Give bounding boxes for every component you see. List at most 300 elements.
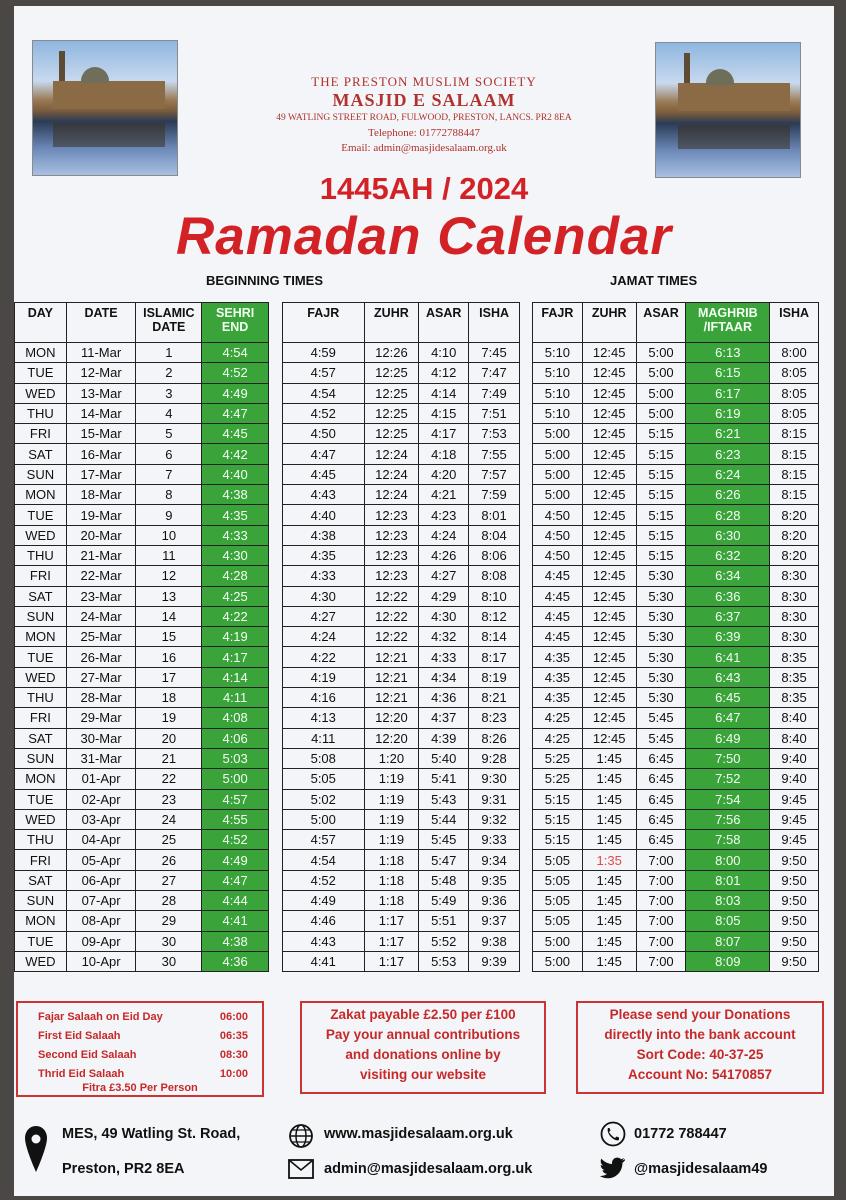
cell-date: 15-Mar (66, 424, 136, 444)
table-row (533, 708, 819, 728)
cell-fajr-begin: 4:11 (283, 728, 365, 748)
cell-islamic-date: 11 (136, 545, 202, 565)
cell-isha-jamat: 8:35 (770, 688, 819, 708)
column-header-zuhr: ZUHR (582, 303, 636, 343)
cell-asar-begin: 4:32 (419, 627, 469, 647)
cell-maghrib-iftaar: 6:45 (686, 688, 770, 708)
cell-islamic-date: 4 (136, 403, 202, 423)
cell-asar-jamat: 5:15 (636, 545, 686, 565)
cell-day: WED (15, 951, 67, 971)
cell-isha-jamat: 9:50 (770, 891, 819, 911)
footer-website-link[interactable]: www.masjidesalaam.org.uk (324, 1126, 513, 1142)
cell-zuhr-begin: 1:19 (364, 789, 419, 809)
table-row (533, 403, 819, 423)
title-year: 1445AH / 2024 (319, 171, 529, 206)
table-row (15, 688, 269, 708)
cell-maghrib-iftaar: 8:00 (686, 850, 770, 870)
cell-asar-jamat: 5:30 (636, 688, 686, 708)
table-row (15, 525, 269, 545)
cell-zuhr-jamat: 1:45 (582, 769, 636, 789)
cell-sehri-end: 4:41 (202, 911, 269, 931)
cell-zuhr-begin: 1:20 (364, 748, 419, 768)
cell-day: FRI (15, 708, 67, 728)
cell-sehri-end: 4:08 (202, 708, 269, 728)
cell-zuhr-begin: 1:17 (364, 951, 419, 971)
table-row (533, 911, 819, 931)
cell-date: 01-Apr (66, 769, 136, 789)
cell-isha-jamat: 9:50 (770, 951, 819, 971)
cell-zuhr-begin: 12:22 (364, 586, 419, 606)
cell-asar-jamat: 6:45 (636, 748, 686, 768)
column-header-day: DAY (15, 303, 67, 343)
cell-fajr-begin: 4:47 (283, 444, 365, 464)
cell-isha-begin: 9:35 (469, 870, 520, 890)
cell-asar-begin: 4:17 (419, 424, 469, 444)
cell-isha-begin: 9:38 (469, 931, 520, 951)
cell-zuhr-jamat: 12:45 (582, 606, 636, 626)
cell-isha-jamat: 9:50 (770, 870, 819, 890)
table-row (15, 586, 269, 606)
cell-zuhr-begin: 1:18 (364, 891, 419, 911)
cell-zuhr-jamat: 12:45 (582, 464, 636, 484)
cell-day: THU (15, 830, 67, 850)
cell-sehri-end: 4:33 (202, 525, 269, 545)
cell-asar-begin: 4:37 (419, 708, 469, 728)
cell-asar-begin: 4:23 (419, 505, 469, 525)
cell-fajr-begin: 4:19 (283, 667, 365, 687)
cell-zuhr-begin: 12:25 (364, 363, 419, 383)
table-row (15, 464, 269, 484)
table-row (533, 485, 819, 505)
cell-zuhr-jamat: 12:45 (582, 647, 636, 667)
cell-sehri-end: 4:49 (202, 383, 269, 403)
cell-maghrib-iftaar: 6:26 (686, 485, 770, 505)
cell-day: TUE (15, 789, 67, 809)
cell-date: 09-Apr (66, 931, 136, 951)
table-row (283, 545, 520, 565)
cell-asar-begin: 4:15 (419, 403, 469, 423)
table-row (15, 545, 269, 565)
cell-day: SAT (15, 586, 67, 606)
cell-asar-jamat: 5:15 (636, 444, 686, 464)
cell-sehri-end: 4:19 (202, 627, 269, 647)
cell-zuhr-jamat: 1:45 (582, 891, 636, 911)
cell-date: 07-Apr (66, 891, 136, 911)
cell-maghrib-iftaar: 6:41 (686, 647, 770, 667)
cell-maghrib-iftaar: 6:43 (686, 667, 770, 687)
cell-asar-jamat: 5:30 (636, 627, 686, 647)
table-row (283, 769, 520, 789)
cell-asar-begin: 5:40 (419, 748, 469, 768)
cell-zuhr-jamat: 12:45 (582, 444, 636, 464)
cell-date: 31-Mar (66, 748, 136, 768)
cell-maghrib-iftaar: 6:47 (686, 708, 770, 728)
cell-islamic-date: 18 (136, 688, 202, 708)
cell-zuhr-begin: 1:19 (364, 769, 419, 789)
cell-date: 02-Apr (66, 789, 136, 809)
cell-fajr-jamat: 5:25 (533, 769, 583, 789)
cell-asar-begin: 4:12 (419, 363, 469, 383)
cell-islamic-date: 30 (136, 951, 202, 971)
cell-islamic-date: 3 (136, 383, 202, 403)
cell-date: 04-Apr (66, 830, 136, 850)
cell-asar-jamat: 5:30 (636, 566, 686, 586)
cell-isha-begin: 8:01 (469, 505, 520, 525)
table-row (15, 383, 269, 403)
cell-date: 28-Mar (66, 688, 136, 708)
table-row (15, 485, 269, 505)
cell-zuhr-jamat: 12:45 (582, 363, 636, 383)
cell-isha-jamat: 8:30 (770, 586, 819, 606)
cell-asar-jamat: 5:45 (636, 728, 686, 748)
cell-isha-begin: 8:04 (469, 525, 520, 545)
cell-fajr-jamat: 4:45 (533, 566, 583, 586)
cell-zuhr-begin: 12:23 (364, 505, 419, 525)
cell-zuhr-jamat: 1:45 (582, 748, 636, 768)
cell-sehri-end: 4:30 (202, 545, 269, 565)
table-row (15, 424, 269, 444)
cell-fajr-begin: 4:45 (283, 464, 365, 484)
cell-asar-begin: 4:27 (419, 566, 469, 586)
table-row (533, 728, 819, 748)
cell-islamic-date: 8 (136, 485, 202, 505)
page-title: Ramadan Calendar (175, 207, 673, 266)
cell-fajr-begin: 4:54 (283, 850, 365, 870)
cell-zuhr-jamat: 12:45 (582, 383, 636, 403)
eid-time-value: 06:35 (219, 1030, 248, 1042)
cell-asar-begin: 4:14 (419, 383, 469, 403)
cell-isha-jamat: 9:50 (770, 911, 819, 931)
cell-fajr-jamat: 4:45 (533, 627, 583, 647)
cell-asar-jamat: 5:15 (636, 424, 686, 444)
cell-islamic-date: 22 (136, 769, 202, 789)
table-row (15, 444, 269, 464)
cell-fajr-begin: 5:00 (283, 809, 365, 829)
cell-asar-jamat: 6:45 (636, 809, 686, 829)
footer-twitter-handle[interactable]: @masjidesalaam49 (634, 1161, 768, 1177)
cell-isha-jamat: 9:50 (770, 931, 819, 951)
cell-islamic-date: 16 (136, 647, 202, 667)
beginning-times-label: BEGINNING TIMES (206, 273, 324, 288)
cell-isha-begin: 8:06 (469, 545, 520, 565)
cell-islamic-date: 13 (136, 586, 202, 606)
zakat-line-2: Pay your annual contributions (325, 1027, 521, 1042)
cell-isha-begin: 7:49 (469, 383, 520, 403)
cell-fajr-jamat: 4:35 (533, 688, 583, 708)
cell-day: FRI (15, 850, 67, 870)
footer-email-link[interactable]: admin@masjidesalaam.org.uk (324, 1161, 533, 1177)
cell-zuhr-jamat: 12:45 (582, 566, 636, 586)
cell-fajr-begin: 4:57 (283, 363, 365, 383)
cell-fajr-jamat: 5:00 (533, 485, 583, 505)
cell-day: SAT (15, 870, 67, 890)
phone-icon (600, 1121, 626, 1147)
cell-maghrib-iftaar: 6:30 (686, 525, 770, 545)
cell-zuhr-begin: 12:20 (364, 728, 419, 748)
cell-sehri-end: 4:17 (202, 647, 269, 667)
cell-date: 03-Apr (66, 809, 136, 829)
cell-islamic-date: 14 (136, 606, 202, 626)
cell-islamic-date: 6 (136, 444, 202, 464)
cell-zuhr-jamat: 1:45 (582, 931, 636, 951)
table-row (283, 363, 520, 383)
cell-isha-jamat: 8:05 (770, 363, 819, 383)
cell-sehri-end: 4:06 (202, 728, 269, 748)
cell-asar-jamat: 5:15 (636, 464, 686, 484)
table-row (533, 850, 819, 870)
cell-zuhr-begin: 12:25 (364, 424, 419, 444)
cell-sehri-end: 5:03 (202, 748, 269, 768)
cell-maghrib-iftaar: 6:34 (686, 566, 770, 586)
cell-fajr-begin: 4:38 (283, 525, 365, 545)
cell-isha-jamat: 8:15 (770, 444, 819, 464)
cell-date: 18-Mar (66, 485, 136, 505)
cell-islamic-date: 29 (136, 911, 202, 931)
table-row (283, 870, 520, 890)
cell-isha-begin: 9:34 (469, 850, 520, 870)
cell-fajr-begin: 4:41 (283, 951, 365, 971)
cell-asar-jamat: 7:00 (636, 870, 686, 890)
cell-fajr-begin: 4:54 (283, 383, 365, 403)
cell-sehri-end: 5:00 (202, 769, 269, 789)
cell-isha-begin: 9:39 (469, 951, 520, 971)
cell-asar-jamat: 6:45 (636, 789, 686, 809)
cell-isha-begin: 7:51 (469, 403, 520, 423)
table-row (283, 667, 520, 687)
cell-asar-jamat: 5:30 (636, 667, 686, 687)
cell-isha-begin: 8:19 (469, 667, 520, 687)
table-row (15, 566, 269, 586)
table-row (533, 505, 819, 525)
donation-line-1: Please send your Donations (609, 1007, 791, 1022)
cell-zuhr-begin: 12:24 (364, 485, 419, 505)
table-row (283, 951, 520, 971)
cell-date: 30-Mar (66, 728, 136, 748)
cell-day: WED (15, 525, 67, 545)
donation-line-2: directly into the bank account (604, 1027, 796, 1042)
masjid-telephone: Telephone: 01772788447 (368, 127, 480, 139)
cell-isha-begin: 7:59 (469, 485, 520, 505)
column-header-date: DATE (66, 303, 136, 343)
cell-zuhr-begin: 12:21 (364, 688, 419, 708)
cell-day: MON (15, 769, 67, 789)
cell-maghrib-iftaar: 6:23 (686, 444, 770, 464)
table-row (533, 464, 819, 484)
cell-day: MON (15, 911, 67, 931)
table-row (283, 708, 520, 728)
cell-zuhr-begin: 12:23 (364, 566, 419, 586)
table-row (283, 485, 520, 505)
cell-isha-begin: 9:32 (469, 809, 520, 829)
sehri-table (14, 302, 269, 972)
cell-maghrib-iftaar: 6:19 (686, 403, 770, 423)
cell-day: SUN (15, 748, 67, 768)
cell-date: 21-Mar (66, 545, 136, 565)
cell-isha-begin: 8:08 (469, 566, 520, 586)
cell-isha-jamat: 8:00 (770, 343, 819, 363)
cell-islamic-date: 25 (136, 830, 202, 850)
cell-day: WED (15, 383, 67, 403)
envelope-icon (288, 1159, 314, 1179)
cell-fajr-begin: 5:05 (283, 769, 365, 789)
table-row (283, 911, 520, 931)
cell-isha-jamat: 8:15 (770, 464, 819, 484)
cell-zuhr-jamat: 1:45 (582, 951, 636, 971)
globe-icon (288, 1123, 314, 1149)
cell-isha-begin: 7:45 (469, 343, 520, 363)
table-row (15, 830, 269, 850)
cell-day: FRI (15, 424, 67, 444)
cell-fajr-begin: 4:46 (283, 911, 365, 931)
cell-asar-begin: 5:51 (419, 911, 469, 931)
cell-islamic-date: 19 (136, 708, 202, 728)
table-row (533, 830, 819, 850)
cell-zuhr-jamat: 12:45 (582, 688, 636, 708)
cell-maghrib-iftaar: 6:24 (686, 464, 770, 484)
cell-sehri-end: 4:25 (202, 586, 269, 606)
cell-islamic-date: 1 (136, 343, 202, 363)
cell-asar-begin: 4:34 (419, 667, 469, 687)
cell-day: TUE (15, 931, 67, 951)
cell-fajr-begin: 4:40 (283, 505, 365, 525)
cell-isha-begin: 8:23 (469, 708, 520, 728)
cell-date: 17-Mar (66, 464, 136, 484)
footer-address-line-2: Preston, PR2 8EA (62, 1161, 185, 1177)
cell-zuhr-begin: 12:26 (364, 343, 419, 363)
cell-date: 05-Apr (66, 850, 136, 870)
column-header-sehri-end: SEHRI END (202, 303, 269, 343)
cell-maghrib-iftaar: 6:39 (686, 627, 770, 647)
cell-date: 08-Apr (66, 911, 136, 931)
cell-fajr-jamat: 5:15 (533, 789, 583, 809)
cell-asar-jamat: 5:15 (636, 485, 686, 505)
cell-zuhr-begin: 12:25 (364, 403, 419, 423)
cell-maghrib-iftaar: 6:36 (686, 586, 770, 606)
cell-asar-jamat: 5:00 (636, 383, 686, 403)
cell-isha-begin: 7:53 (469, 424, 520, 444)
eid-time-row (18, 1008, 262, 1027)
table-row (15, 870, 269, 890)
cell-islamic-date: 21 (136, 748, 202, 768)
cell-islamic-date: 28 (136, 891, 202, 911)
cell-day: SUN (15, 891, 67, 911)
eid-time-label: Thrid Eid Salaah (38, 1068, 125, 1080)
table-row (533, 383, 819, 403)
eid-time-value: 10:00 (219, 1068, 248, 1080)
table-row (533, 769, 819, 789)
cell-sehri-end: 4:40 (202, 464, 269, 484)
cell-asar-jamat: 7:00 (636, 931, 686, 951)
cell-asar-jamat: 7:00 (636, 850, 686, 870)
table-row (533, 424, 819, 444)
table-row (283, 403, 520, 423)
jamat-times-label: JAMAT TIMES (610, 273, 698, 288)
cell-asar-begin: 4:21 (419, 485, 469, 505)
cell-isha-begin: 8:12 (469, 606, 520, 626)
cell-maghrib-iftaar: 6:17 (686, 383, 770, 403)
cell-zuhr-begin: 12:24 (364, 444, 419, 464)
cell-sehri-end: 4:35 (202, 505, 269, 525)
footer-address-line-1: MES, 49 Watling St. Road, (62, 1126, 241, 1142)
cell-zuhr-jamat: 12:45 (582, 627, 636, 647)
footer-phone: 01772 788447 (634, 1126, 727, 1142)
table-row (283, 424, 520, 444)
table-row (283, 931, 520, 951)
cell-isha-begin: 8:10 (469, 586, 520, 606)
cell-day: TUE (15, 647, 67, 667)
cell-zuhr-jamat: 12:45 (582, 728, 636, 748)
cell-date: 14-Mar (66, 403, 136, 423)
cell-islamic-date: 15 (136, 627, 202, 647)
cell-fajr-begin: 4:43 (283, 931, 365, 951)
cell-asar-jamat: 5:30 (636, 606, 686, 626)
cell-fajr-jamat: 5:25 (533, 748, 583, 768)
cell-day: THU (15, 403, 67, 423)
cell-zuhr-begin: 12:23 (364, 545, 419, 565)
cell-zuhr-jamat: 12:45 (582, 545, 636, 565)
cell-isha-begin: 7:47 (469, 363, 520, 383)
cell-sehri-end: 4:52 (202, 363, 269, 383)
location-pin-icon (24, 1124, 48, 1176)
cell-asar-begin: 4:18 (419, 444, 469, 464)
cell-maghrib-iftaar: 7:58 (686, 830, 770, 850)
cell-date: 06-Apr (66, 870, 136, 890)
cell-fajr-jamat: 5:10 (533, 383, 583, 403)
cell-isha-jamat: 9:45 (770, 809, 819, 829)
cell-islamic-date: 30 (136, 931, 202, 951)
cell-zuhr-begin: 1:17 (364, 911, 419, 931)
cell-fajr-begin: 4:59 (283, 343, 365, 363)
cell-fajr-jamat: 5:00 (533, 464, 583, 484)
cell-islamic-date: 7 (136, 464, 202, 484)
cell-asar-jamat: 5:00 (636, 343, 686, 363)
cell-date: 10-Apr (66, 951, 136, 971)
table-row (15, 748, 269, 768)
cell-date: 13-Mar (66, 383, 136, 403)
cell-asar-begin: 4:30 (419, 606, 469, 626)
cell-zuhr-jamat: 12:45 (582, 403, 636, 423)
cell-fajr-jamat: 4:35 (533, 667, 583, 687)
cell-zuhr-begin: 12:23 (364, 525, 419, 545)
table-row (15, 403, 269, 423)
cell-fajr-jamat: 4:45 (533, 586, 583, 606)
cell-day: TUE (15, 363, 67, 383)
column-header-isha: ISHA (770, 303, 819, 343)
cell-fajr-begin: 4:33 (283, 566, 365, 586)
cell-zuhr-jamat: 1:45 (582, 809, 636, 829)
cell-fajr-jamat: 5:00 (533, 951, 583, 971)
cell-maghrib-iftaar: 7:56 (686, 809, 770, 829)
cell-day: SUN (15, 606, 67, 626)
cell-islamic-date: 27 (136, 870, 202, 890)
cell-maghrib-iftaar: 6:49 (686, 728, 770, 748)
cell-asar-jamat: 5:15 (636, 505, 686, 525)
table-row (533, 688, 819, 708)
table-row (533, 809, 819, 829)
table-row (533, 931, 819, 951)
table-row (533, 627, 819, 647)
cell-date: 11-Mar (66, 343, 136, 363)
cell-isha-jamat: 9:40 (770, 769, 819, 789)
cell-isha-jamat: 8:35 (770, 667, 819, 687)
cell-sehri-end: 4:45 (202, 424, 269, 444)
table-row (533, 586, 819, 606)
table-row (15, 769, 269, 789)
masjid-email: Email: admin@masjidesalaam.org.uk (341, 142, 507, 154)
cell-fajr-jamat: 4:45 (533, 606, 583, 626)
cell-fajr-begin: 4:52 (283, 870, 365, 890)
cell-asar-begin: 4:20 (419, 464, 469, 484)
